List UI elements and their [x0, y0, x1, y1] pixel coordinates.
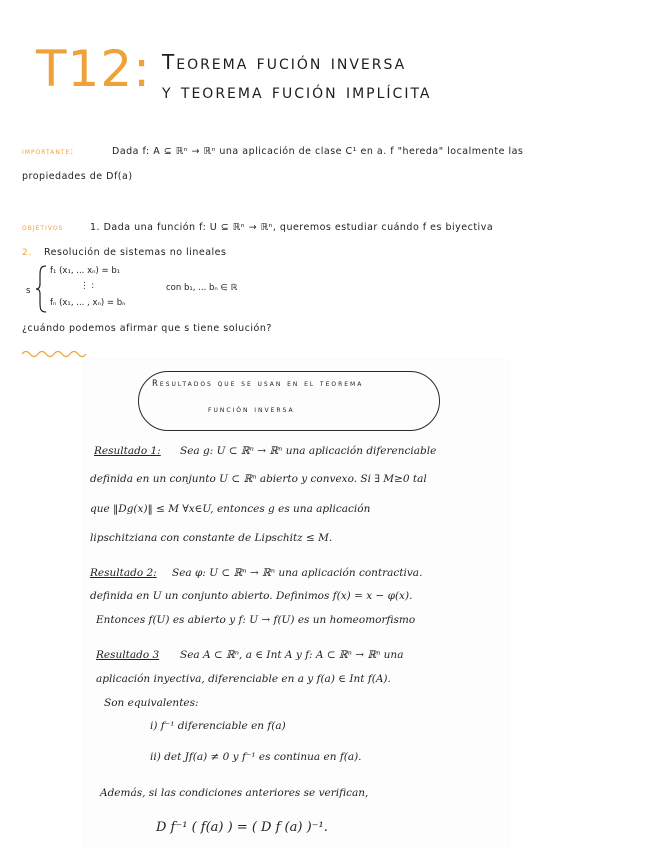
banner-line-1: Resultados que se usan en el teorema	[152, 379, 364, 389]
resultado-1-title: Resultado 1:	[94, 445, 161, 457]
objetivos-label: objetivos	[22, 223, 64, 233]
banner-line-2: función inversa	[208, 405, 295, 415]
inverse-derivative-formula: D f⁻¹ ( f(a) ) = ( D f (a) )⁻¹.	[156, 820, 328, 835]
objetivo-1: 1. Dada una función f: U ⊆ ℝⁿ → ℝⁿ, queremos estudiar cuándo f es biyectiva	[90, 222, 494, 233]
resultado-1-line-1: Sea g: U ⊂ ℝⁿ → ℝⁿ una aplicación diferenciable	[180, 445, 437, 457]
resultado-3-item-ii: ii) det Jf(a) ≠ 0 y f⁻¹ es continua en f(a).	[150, 751, 362, 763]
importante-label: importante:	[22, 147, 75, 157]
resultado-2-title: Resultado 2:	[90, 567, 157, 579]
equation-dots: ⋮ :	[80, 281, 95, 291]
system-name: s	[26, 286, 31, 296]
importante-text-1: Dada f: A ⊆ ℝⁿ → ℝⁿ una aplicación de clase C¹ en a. f "hereda" localmente las	[112, 146, 524, 157]
section-code: T12:	[36, 40, 152, 98]
squiggle-divider	[20, 348, 90, 360]
left-brace	[34, 264, 48, 314]
resultado-1-line-4: lipschitziana con constante de Lipschitz ≤ M.	[90, 532, 333, 544]
resultado-3-line-2: aplicación inyectiva, diferenciable en a y f(a) ∈ Int f(A).	[96, 673, 391, 685]
objetivo-2: Resolución de sistemas no lineales	[44, 247, 227, 258]
resultado-2-line-1: Sea φ: U ⊂ ℝⁿ → ℝⁿ una aplicación contractiva.	[172, 567, 423, 579]
resultado-1-line-2: definida en un conjunto U ⊂ ℝⁿ abierto y convexo. Si ∃ M≥0 tal	[90, 473, 427, 485]
importante-text-2: propiedades de Df(a)	[22, 171, 133, 182]
question: ¿cuándo podemos afirmar que s tiene solución?	[22, 323, 272, 334]
equation-1: f₁ (x₁, ... xₙ) = b₁	[50, 266, 121, 276]
resultado-3-line-3: Son equivalentes:	[104, 697, 199, 709]
resultado-1-line-3: que ‖Dg(x)‖ ≤ M ∀x∈U, entonces g es una aplicación	[90, 503, 371, 515]
resultado-3-line-4: Además, si las condiciones anteriores se verifican,	[100, 787, 369, 799]
title-line-1: Teorema fución inversa	[162, 50, 407, 74]
resultado-3-title: Resultado 3	[96, 649, 160, 661]
resultado-2-line-3: Entonces f(U) es abierto y f: U → f(U) es un homeomorfismo	[96, 614, 416, 626]
resultado-3-item-i: i) f⁻¹ diferenciable en f(a)	[150, 720, 286, 732]
objetivo-2-number: 2.	[22, 248, 33, 258]
system-condition: con b₁, ... bₙ ∈ ℝ	[166, 283, 238, 293]
equation-n: fₙ (x₁, ... , xₙ) = bₙ	[50, 298, 126, 308]
resultado-3-line-1: Sea A ⊂ ℝⁿ, a ∈ Int A y f: A ⊂ ℝⁿ → ℝⁿ una	[180, 649, 404, 661]
resultado-2-line-2: definida en U un conjunto abierto. Definimos f(x) = x − φ(x).	[90, 590, 413, 602]
title-line-2: y teorema fución implícita	[162, 79, 432, 103]
handwritten-notes	[84, 360, 509, 848]
